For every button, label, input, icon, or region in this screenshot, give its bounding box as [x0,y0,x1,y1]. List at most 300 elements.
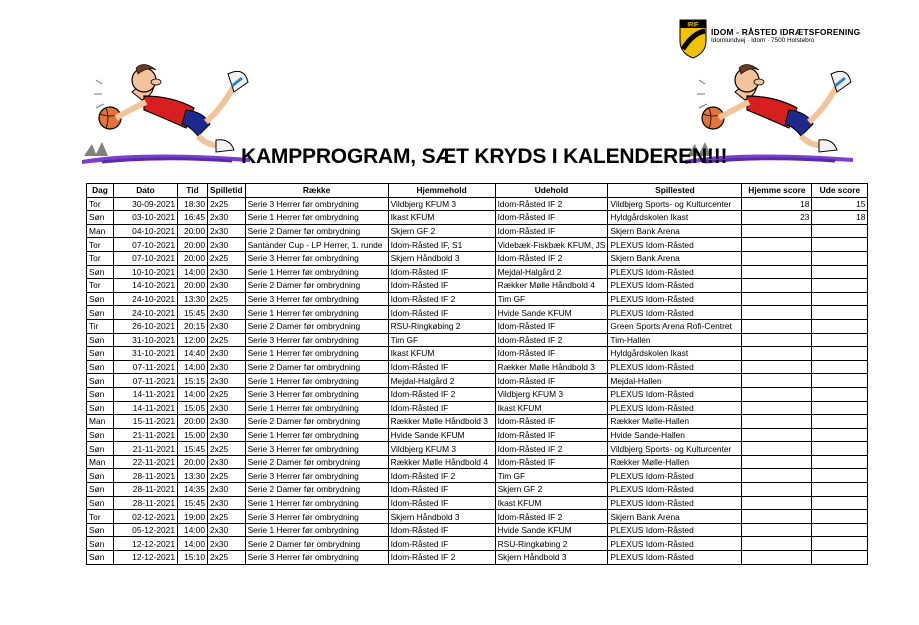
cell-time: 15:45 [178,306,208,320]
cell-home-team: Ikast KFUM [388,211,495,225]
cell-date: 07-11-2021 [114,360,178,374]
cell-venue: PLEXUS Idom-Råsted [608,551,742,565]
cell-venue: Skjern Bank Arena [608,510,742,524]
cell-date: 04-10-2021 [114,224,178,238]
cell-venue: PLEXUS Idom-Råsted [608,387,742,401]
table-row [87,401,868,415]
cell-day: Søn [87,265,114,279]
cell-date: 26-10-2021 [114,319,178,333]
cell-away-score [812,319,868,333]
cell-duration: 2x25 [208,469,246,483]
cell-date: 12-12-2021 [114,537,178,551]
cell-home-score [742,319,812,333]
cell-away-team: Rækker Mølle Håndbold 3 [495,360,608,374]
cell-home-score [742,238,812,252]
cell-time: 12:00 [178,333,208,347]
cell-date: 28-11-2021 [114,483,178,497]
cell-away-team: Videbæk-Fiskbæk KFUM, JS [495,238,608,252]
cell-day: Søn [87,496,114,510]
cell-duration: 2x30 [208,360,246,374]
cell-away-score [812,483,868,497]
cell-duration: 2x30 [208,374,246,388]
cell-duration: 2x25 [208,387,246,401]
cell-away-team: Tim GF [495,292,608,306]
cell-series: Serie 2 Damer før ombrydning [245,360,388,374]
cell-time: 14:00 [178,360,208,374]
cell-away-team: Idom-Råsted IF [495,319,608,333]
cell-away-score [812,442,868,456]
handball-player-illustration [82,52,252,164]
cell-series: Serie 1 Herrer før ombrydning [245,347,388,361]
cell-duration: 2x30 [208,306,246,320]
cell-duration: 2x30 [208,238,246,252]
cell-away-score [812,551,868,565]
cell-day: Tor [87,251,114,265]
table-row [87,319,868,333]
cell-home-team: Vildbjerg KFUM 3 [388,442,495,456]
cell-time: 16:45 [178,211,208,225]
cell-duration: 2x25 [208,251,246,265]
table-row [87,360,868,374]
cell-away-team: Tim GF [495,469,608,483]
cell-home-score [742,306,812,320]
cell-date: 30-09-2021 [114,197,178,211]
cell-day: Søn [87,442,114,456]
cell-away-team: Hvide Sande KFUM [495,523,608,537]
cell-home-team: Vildbjerg KFUM 3 [388,197,495,211]
match-schedule-table [86,183,868,565]
column-header-home-team: Hjemmehold [388,184,495,198]
cell-away-team: Idom-Råsted IF [495,211,608,225]
cell-time: 20:00 [178,455,208,469]
table-row [87,496,868,510]
cell-home-score [742,442,812,456]
cell-venue: Hyldgårdskolen Ikast [608,347,742,361]
cell-date: 31-10-2021 [114,333,178,347]
cell-away-score [812,496,868,510]
cell-duration: 2x30 [208,483,246,497]
cell-time: 15:05 [178,401,208,415]
table-row [87,224,868,238]
cell-venue: Vildbjerg Sports- og Kulturcenter [608,442,742,456]
cell-series: Serie 2 Damer før ombrydning [245,415,388,429]
cell-home-team: Idom-Råsted IF 2 [388,387,495,401]
cell-day: Søn [87,523,114,537]
cell-date: 02-12-2021 [114,510,178,524]
cell-series: Serie 1 Herrer før ombrydning [245,211,388,225]
cell-duration: 2x25 [208,197,246,211]
cell-home-team: Idom-Råsted IF [388,279,495,293]
cell-duration: 2x30 [208,523,246,537]
cell-time: 19:00 [178,510,208,524]
cell-venue: PLEXUS Idom-Råsted [608,238,742,252]
cell-away-team: Idom-Råsted IF 2 [495,510,608,524]
cell-home-score [742,551,812,565]
cell-away-score [812,510,868,524]
cell-away-score [812,279,868,293]
cell-away-team: Mejdal-Halgård 2 [495,265,608,279]
cell-day: Man [87,224,114,238]
table-row [87,211,868,225]
cell-home-score [742,523,812,537]
cell-away-team: Idom-Råsted IF 2 [495,251,608,265]
cell-home-score [742,455,812,469]
cell-series: Serie 1 Herrer før ombrydning [245,496,388,510]
cell-away-score [812,415,868,429]
cell-home-team: Idom-Råsted IF [388,360,495,374]
cell-series: Serie 3 Herrer før ombrydning [245,442,388,456]
cell-venue: Green Sports Arena Rofi-Centret [608,319,742,333]
cell-home-team: Skjern Håndbold 3 [388,510,495,524]
cell-day: Søn [87,483,114,497]
cell-duration: 2x30 [208,211,246,225]
cell-home-team: Mejdal-Halgård 2 [388,374,495,388]
cell-time: 15:10 [178,551,208,565]
table-header-row [87,184,868,198]
cell-date: 14-11-2021 [114,401,178,415]
cell-away-team: Idom-Råsted IF [495,224,608,238]
cell-date: 21-11-2021 [114,442,178,456]
table-row [87,333,868,347]
cell-home-score [742,537,812,551]
cell-day: Søn [87,347,114,361]
cell-home-team: Idom-Råsted IF [388,523,495,537]
table-row [87,455,868,469]
cell-home-score: 23 [742,211,812,225]
cell-home-team: Skjern Håndbold 3 [388,251,495,265]
table-row [87,306,868,320]
cell-duration: 2x30 [208,279,246,293]
cell-venue: PLEXUS Idom-Råsted [608,306,742,320]
table-row [87,197,868,211]
cell-time: 15:15 [178,374,208,388]
cell-venue: Hvide Sande-Hallen [608,428,742,442]
cell-home-team: Ikast KFUM [388,347,495,361]
cell-away-team: RSU-Ringkøbing 2 [495,537,608,551]
cell-day: Man [87,415,114,429]
cell-away-team: Idom-Råsted IF 2 [495,197,608,211]
column-header-series: Række [245,184,388,198]
cell-time: 15:45 [178,442,208,456]
cell-series: Serie 3 Herrer før ombrydning [245,292,388,306]
table-row [87,265,868,279]
cell-venue: PLEXUS Idom-Råsted [608,483,742,497]
cell-duration: 2x25 [208,333,246,347]
cell-series: Serie 3 Herrer før ombrydning [245,469,388,483]
cell-time: 13:30 [178,469,208,483]
cell-day: Søn [87,333,114,347]
cell-time: 15:45 [178,496,208,510]
cell-away-score [812,401,868,415]
cell-duration: 2x30 [208,415,246,429]
cell-time: 14:00 [178,387,208,401]
cell-away-team: Idom-Råsted IF [495,428,608,442]
table-row [87,537,868,551]
table-row [87,442,868,456]
cell-venue: Tim-Hallen [608,333,742,347]
cell-time: 14:40 [178,347,208,361]
cell-date: 14-11-2021 [114,387,178,401]
cell-home-score [742,279,812,293]
cell-home-team: Idom-Råsted IF [388,537,495,551]
cell-away-team: Idom-Råsted IF [495,415,608,429]
cell-date: 15-11-2021 [114,415,178,429]
cell-away-score [812,306,868,320]
club-address: Idomlundvej · Idom · 7500 Holstebro [711,37,815,44]
cell-venue: PLEXUS Idom-Råsted [608,360,742,374]
cell-home-team: Idom-Råsted IF [388,496,495,510]
cell-away-score [812,455,868,469]
cell-away-score [812,347,868,361]
club-name: IDOM - RÅSTED IDRÆTSFORENING [711,27,861,37]
cell-home-score [742,428,812,442]
cell-date: 10-10-2021 [114,265,178,279]
cell-away-score: 18 [812,211,868,225]
cell-day: Søn [87,537,114,551]
cell-date: 28-11-2021 [114,469,178,483]
cell-date: 31-10-2021 [114,347,178,361]
cell-series: Serie 3 Herrer før ombrydning [245,551,388,565]
cell-duration: 2x25 [208,292,246,306]
cell-time: 14:00 [178,265,208,279]
cell-date: 14-10-2021 [114,279,178,293]
cell-home-team: Idom-Råsted IF [388,265,495,279]
cell-date: 21-11-2021 [114,428,178,442]
cell-venue: PLEXUS Idom-Råsted [608,401,742,415]
cell-time: 20:00 [178,251,208,265]
cell-away-score [812,251,868,265]
cell-time: 20:00 [178,279,208,293]
cell-venue: Hyldgårdskolen Ikast [608,211,742,225]
cell-day: Tor [87,238,114,252]
cell-series: Serie 1 Herrer før ombrydning [245,265,388,279]
column-header-venue: Spillested [608,184,742,198]
cell-home-score: 18 [742,197,812,211]
cell-home-team: Idom-Råsted IF [388,483,495,497]
cell-series: Serie 1 Herrer før ombrydning [245,428,388,442]
page-title: KAMPPROGRAM, SÆT KRYDS I KALENDEREN!!! [241,145,728,168]
cell-series: Serie 2 Damer før ombrydning [245,279,388,293]
cell-time: 13:30 [178,292,208,306]
cell-home-team: Idom-Råsted IF [388,401,495,415]
cell-away-score [812,333,868,347]
table-row [87,551,868,565]
cell-day: Søn [87,469,114,483]
cell-home-team: Hvide Sande KFUM [388,428,495,442]
cell-home-score [742,347,812,361]
cell-time: 18:30 [178,197,208,211]
cell-duration: 2x30 [208,401,246,415]
cell-day: Man [87,455,114,469]
cell-away-score [812,360,868,374]
table-row [87,428,868,442]
cell-venue: Rækker Mølle-Hallen [608,415,742,429]
cell-away-team: Ikast KFUM [495,496,608,510]
cell-date: 03-10-2021 [114,211,178,225]
cell-time: 20:00 [178,415,208,429]
cell-venue: PLEXUS Idom-Råsted [608,265,742,279]
cell-away-score [812,523,868,537]
cell-home-score [742,469,812,483]
cell-venue: PLEXUS Idom-Råsted [608,496,742,510]
cell-home-team: RSU-Ringkøbing 2 [388,319,495,333]
cell-home-score [742,415,812,429]
cell-away-team: Idom-Råsted IF 2 [495,442,608,456]
cell-date: 12-12-2021 [114,551,178,565]
cell-day: Søn [87,360,114,374]
cell-series: Serie 2 Damer før ombrydning [245,455,388,469]
cell-day: Tor [87,279,114,293]
cell-home-score [742,401,812,415]
column-header-time: Tid [178,184,208,198]
cell-time: 20:00 [178,238,208,252]
cell-day: Søn [87,428,114,442]
table-row [87,387,868,401]
cell-venue: Rækker Mølle-Hallen [608,455,742,469]
cell-home-team: Rækker Mølle Håndbold 3 [388,415,495,429]
table-row [87,347,868,361]
cell-day: Søn [87,374,114,388]
cell-series: Serie 1 Herrer før ombrydning [245,306,388,320]
cell-day: Tor [87,510,114,524]
cell-time: 14:00 [178,523,208,537]
cell-time: 15:00 [178,428,208,442]
cell-away-team: Idom-Råsted IF [495,347,608,361]
cell-day: Søn [87,306,114,320]
cell-away-score [812,292,868,306]
cell-away-score [812,537,868,551]
cell-date: 28-11-2021 [114,496,178,510]
cell-venue: Skjern Bank Arena [608,224,742,238]
cell-duration: 2x30 [208,455,246,469]
cell-series: Serie 3 Herrer før ombrydning [245,333,388,347]
cell-away-score [812,224,868,238]
table-row [87,238,868,252]
table-row [87,523,868,537]
cell-home-score [742,496,812,510]
cell-series: Serie 1 Herrer før ombrydning [245,374,388,388]
cell-date: 07-10-2021 [114,238,178,252]
cell-away-score [812,428,868,442]
cell-home-team: Tim GF [388,333,495,347]
cell-home-score [742,265,812,279]
cell-series: Serie 3 Herrer før ombrydning [245,510,388,524]
column-header-duration: Spilletid [208,184,246,198]
cell-series: Serie 2 Damer før ombrydning [245,319,388,333]
cell-away-team: Ikast KFUM [495,401,608,415]
table-row [87,415,868,429]
cell-duration: 2x25 [208,551,246,565]
cell-away-team: Skjern Håndbold 3 [495,551,608,565]
cell-away-team: Vildbjerg KFUM 3 [495,387,608,401]
cell-away-team: Skjern GF 2 [495,483,608,497]
cell-date: 22-11-2021 [114,455,178,469]
cell-away-score: 15 [812,197,868,211]
cell-away-score [812,238,868,252]
cell-home-score [742,224,812,238]
cell-home-score [742,292,812,306]
cell-away-team: Idom-Råsted IF 2 [495,333,608,347]
cell-time: 14:00 [178,537,208,551]
cell-home-score [742,251,812,265]
cell-time: 20:15 [178,319,208,333]
cell-away-score [812,469,868,483]
cell-day: Tor [87,197,114,211]
table-row [87,279,868,293]
cell-series: Serie 3 Herrer før ombrydning [245,197,388,211]
cell-home-team: Idom-Råsted IF, S1 [388,238,495,252]
cell-home-team: Idom-Råsted IF 2 [388,292,495,306]
cell-venue: PLEXUS Idom-Råsted [608,469,742,483]
cell-time: 20:00 [178,224,208,238]
cell-duration: 2x30 [208,265,246,279]
cell-day: Søn [87,292,114,306]
cell-away-score [812,374,868,388]
cell-duration: 2x25 [208,442,246,456]
column-header-away-score: Ude score [812,184,868,198]
cell-home-score [742,374,812,388]
cell-series: Serie 2 Damer før ombrydning [245,224,388,238]
cell-date: 05-12-2021 [114,523,178,537]
club-badge-text: IRIF [687,22,699,29]
cell-series: Serie 1 Herrer før ombrydning [245,401,388,415]
column-header-home-score: Hjemme score [742,184,812,198]
cell-home-team: Idom-Råsted IF [388,306,495,320]
table-row [87,251,868,265]
cell-duration: 2x30 [208,496,246,510]
cell-home-score [742,483,812,497]
cell-duration: 2x30 [208,537,246,551]
cell-away-team: Hvide Sande KFUM [495,306,608,320]
column-header-date: Dato [114,184,178,198]
cell-day: Søn [87,551,114,565]
cell-away-score [812,387,868,401]
cell-duration: 2x30 [208,319,246,333]
column-header-day: Dag [87,184,114,198]
cell-away-score [812,265,868,279]
cell-date: 24-10-2021 [114,292,178,306]
cell-venue: Vildbjerg Sports- og Kulturcenter [608,197,742,211]
cell-venue: PLEXUS Idom-Råsted [608,292,742,306]
cell-home-score [742,360,812,374]
table-row [87,483,868,497]
cell-home-score [742,387,812,401]
cell-series: Serie 3 Herrer før ombrydning [245,251,388,265]
cell-home-score [742,333,812,347]
cell-duration: 2x25 [208,510,246,524]
cell-date: 24-10-2021 [114,306,178,320]
cell-home-team: Skjern GF 2 [388,224,495,238]
cell-day: Tir [87,319,114,333]
cell-date: 07-10-2021 [114,251,178,265]
cell-day: Søn [87,211,114,225]
table-row [87,374,868,388]
cell-day: Søn [87,387,114,401]
cell-home-team: Idom-Råsted IF 2 [388,551,495,565]
cell-duration: 2x30 [208,428,246,442]
cell-duration: 2x30 [208,224,246,238]
column-header-away-team: Udehold [495,184,608,198]
cell-date: 07-11-2021 [114,374,178,388]
cell-series: Santander Cup - LP Herrer, 1. runde [245,238,388,252]
cell-home-team: Rækker Mølle Håndbold 4 [388,455,495,469]
cell-venue: Mejdal-Hallen [608,374,742,388]
cell-home-team: Idom-Råsted IF 2 [388,469,495,483]
cell-away-team: Rækker Mølle Håndbold 4 [495,279,608,293]
table-row [87,510,868,524]
cell-away-team: Idom-Råsted IF [495,455,608,469]
cell-venue: PLEXUS Idom-Råsted [608,279,742,293]
